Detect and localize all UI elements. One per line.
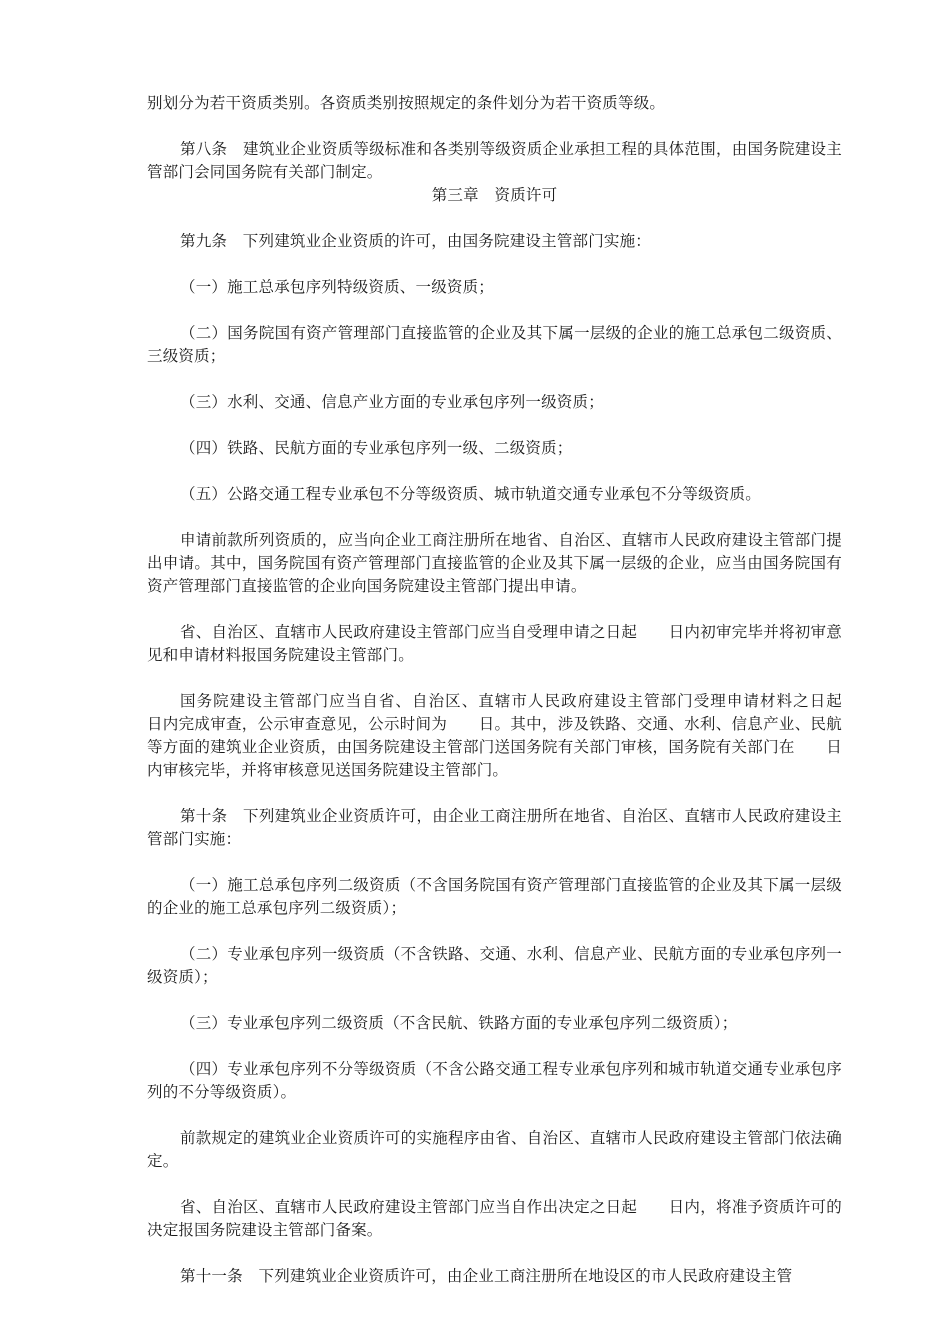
paragraph-continuation: 别划分为若干资质类别。各资质类别按照规定的条件划分为若干资质等级。 — [147, 94, 666, 112]
document-body — [147, 92, 874, 1311]
article-9: 第九条 下列建筑业企业资质的许可，由国务院建设主管部门实施： — [180, 232, 652, 250]
article-9-item-2: （二）国务院国有资产管理部门直接监管的企业及其下属一层级的企业的施工总承包二级资质、三级资质； — [147, 324, 842, 365]
article-10-item-4: （四）专业承包序列不分等级资质（不含公路交通工程专业承包序列和城市轨道交通专业承包序列的不分等级资质）。 — [147, 1060, 842, 1101]
article-11: 第十一条 下列建筑业企业资质许可，由企业工商注册所在地设区的市人民政府建设主管 — [180, 1267, 793, 1285]
chapter-heading: 第三章 资质许可 — [431, 186, 558, 204]
article-9-item-1: （一）施工总承包序列特级资质、一级资质； — [180, 278, 495, 296]
article-9-item-4: （四）铁路、民航方面的专业承包序列一级、二级资质； — [180, 439, 573, 457]
article-10-filing-paragraph: 省、自治区、直辖市人民政府建设主管部门应当自作出决定之日起 日内，将准予资质许可的决定报国务院建设主管部门备案。 — [147, 1198, 842, 1239]
article-8: 第八条 建筑业企业资质等级标准和各类别等级资质企业承担工程的具体范围，由国务院建设主管部门会同国务院有关部门制定。 — [147, 140, 842, 181]
article-9-review-paragraph: 国务院建设主管部门应当自省、自治区、直辖市人民政府建设主管部门受理申请材料之日起 日内完成审查，公示审查意见，公示时间为 日。其中，涉及铁路、交通、水利、信息产业、民航等方面的建筑业企业资质，由国务院建设主管部门送国务院有关部门审核，国务院有关部门在 日内审核完毕，并将审核意见送国务院建设主管部门。 — [147, 692, 874, 779]
article-9-preliminary-review-paragraph: 省、自治区、直辖市人民政府建设主管部门应当自受理申请之日起 日内初审完毕并将初审意见和申请材料报国务院建设主管部门。 — [147, 623, 842, 664]
article-9-application-paragraph: 申请前款所列资质的，应当向企业工商注册所在地省、自治区、直辖市人民政府建设主管部门提出申请。其中，国务院国有资产管理部门直接监管的企业及其下属一层级的企业，应当由国务院国有资产管理部门直接监管的企业向国务院建设主管部门提出申请。 — [147, 531, 842, 595]
article-9-item-3: （三）水利、交通、信息产业方面的专业承包序列一级资质； — [180, 393, 604, 411]
article-10-procedure-paragraph: 前款规定的建筑业企业资质许可的实施程序由省、自治区、直辖市人民政府建设主管部门依法确定。 — [147, 1129, 842, 1170]
article-10-item-2: （二）专业承包序列一级资质（不含铁路、交通、水利、信息产业、民航方面的专业承包序列一级资质）； — [147, 945, 842, 986]
article-10-item-3: （三）专业承包序列二级资质（不含民航、铁路方面的专业承包序列二级资质）； — [180, 1014, 738, 1032]
article-10: 第十条 下列建筑业企业资质许可，由企业工商注册所在地省、自治区、直辖市人民政府建设主管部门实施： — [147, 807, 842, 848]
article-9-item-5: （五）公路交通工程专业承包不分等级资质、城市轨道交通专业承包不分等级资质。 — [180, 485, 761, 503]
article-10-item-1: （一）施工总承包序列二级资质（不含国务院国有资产管理部门直接监管的企业及其下属一层级的企业的施工总承包序列二级资质）； — [147, 876, 842, 917]
